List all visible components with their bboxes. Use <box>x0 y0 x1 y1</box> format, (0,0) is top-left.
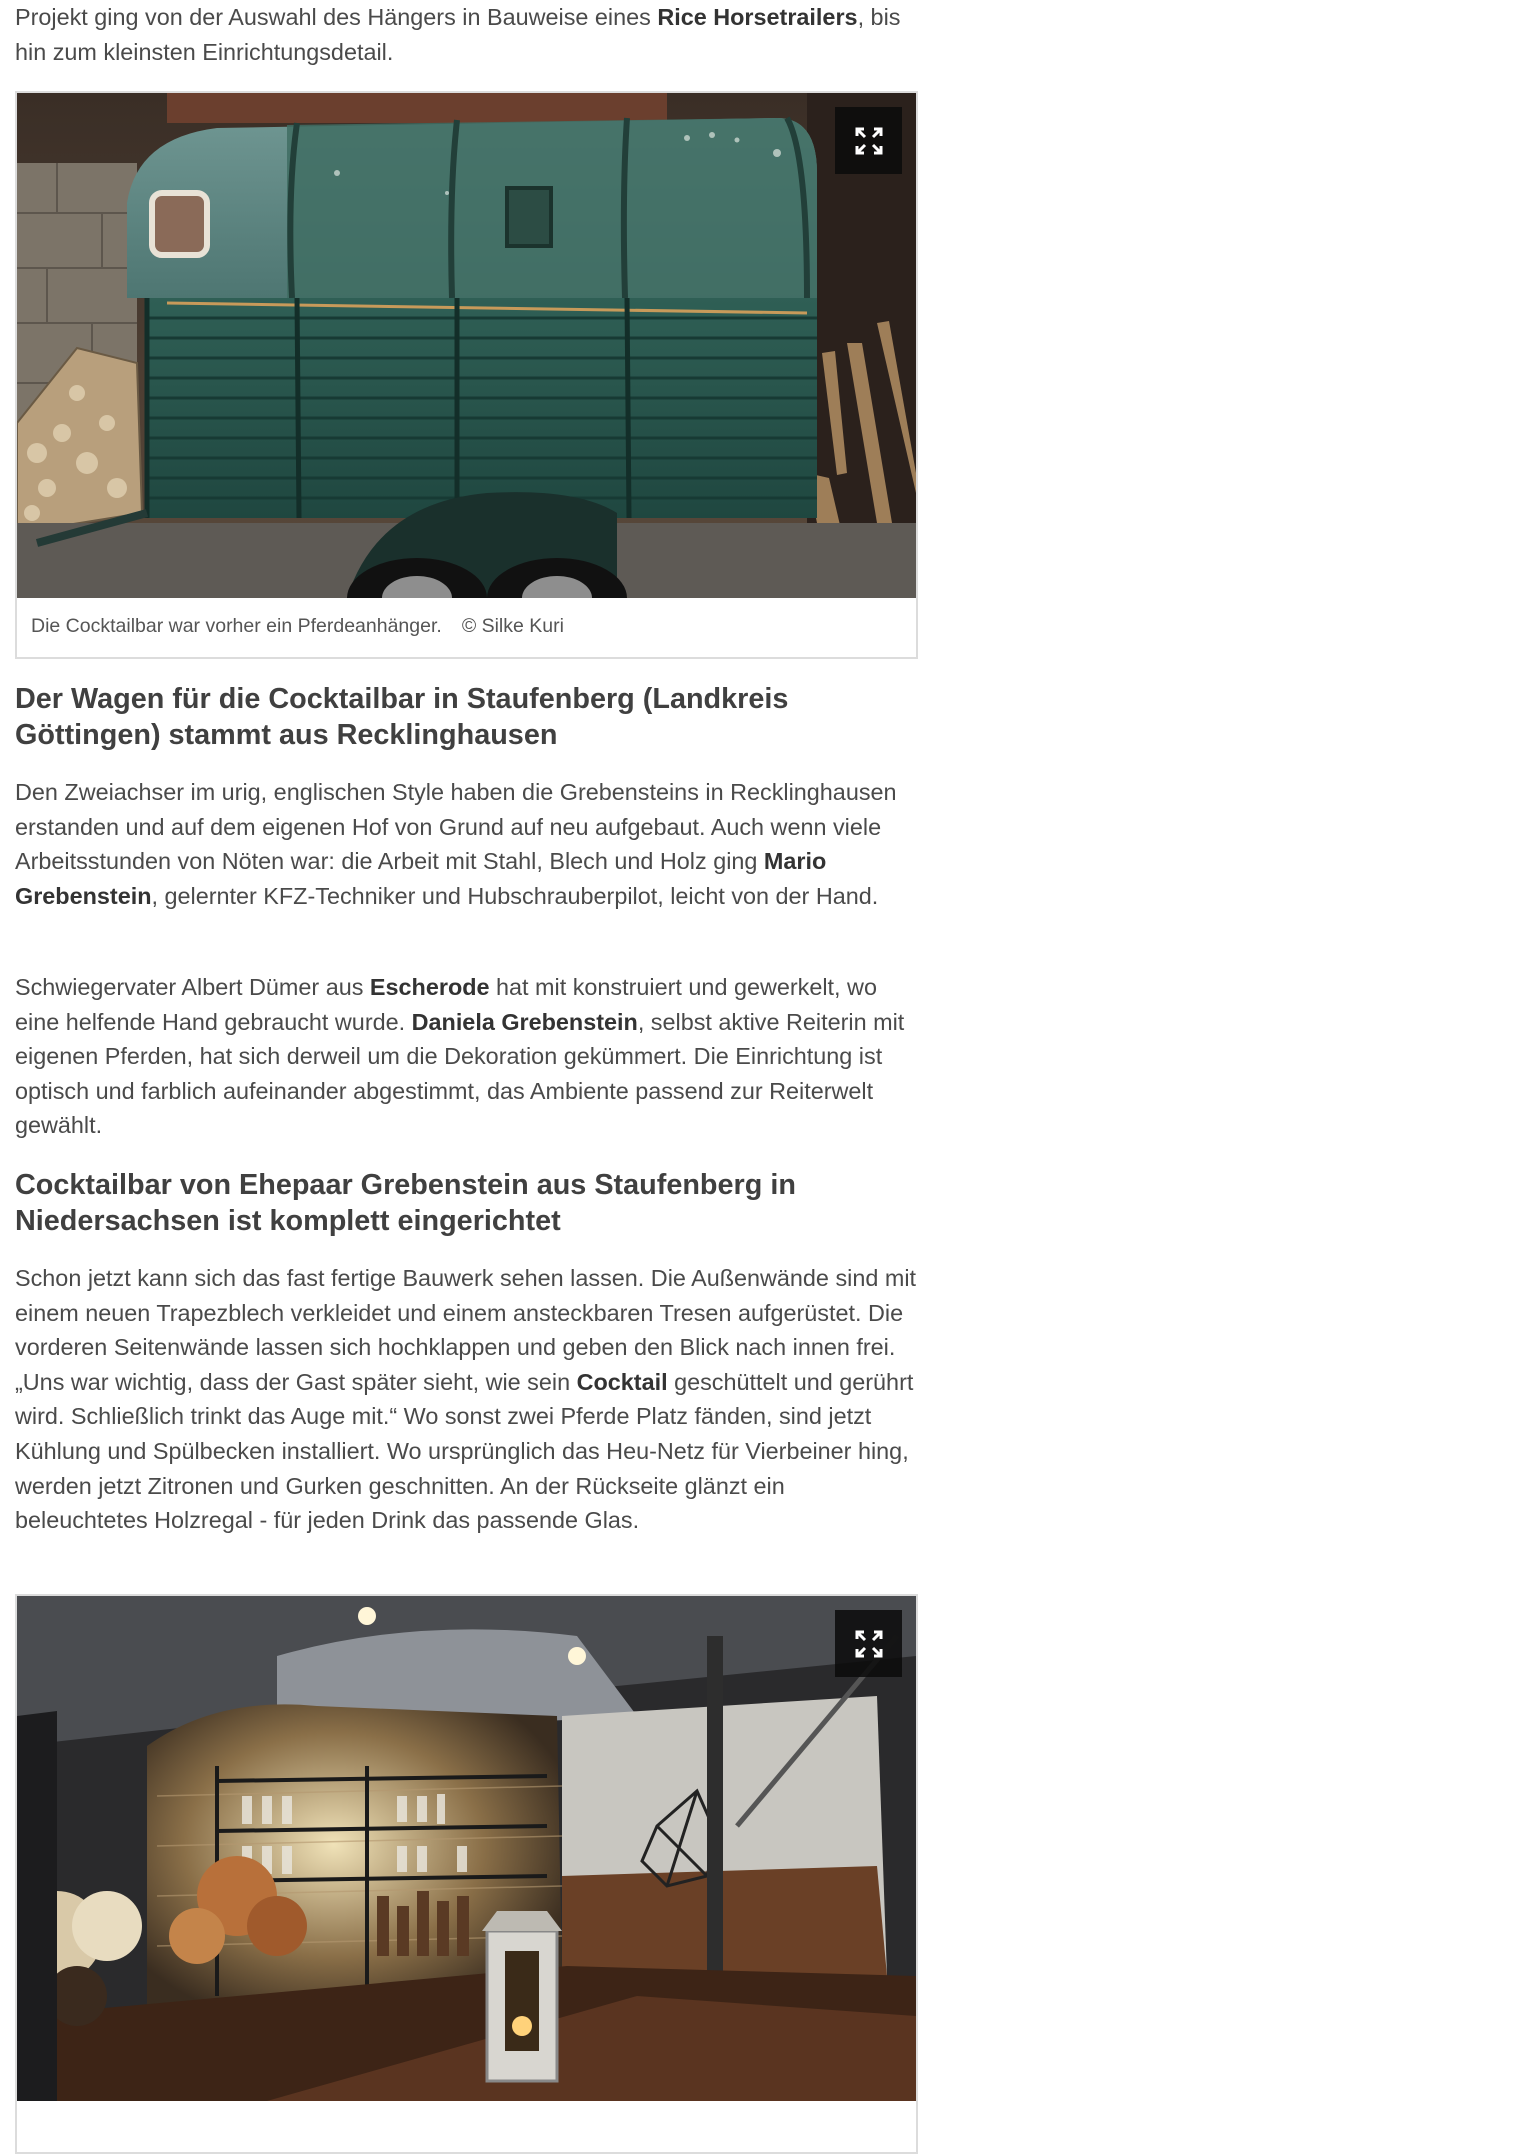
figure-caption <box>17 598 916 653</box>
photo-horse-trailer[interactable] <box>17 93 916 598</box>
bold-mario: Mario Grebenstein <box>15 848 827 909</box>
figure-bar-interior <box>15 1594 918 2154</box>
expand-image-button[interactable] <box>835 1610 902 1677</box>
expand-image-button[interactable] <box>835 107 902 174</box>
caption-text: Die Cocktailbar war vorher ein Pferdeanhänger. <box>31 615 442 637</box>
horse-trailer-image <box>17 93 916 598</box>
expand-icon <box>855 1630 883 1658</box>
caption-credit: © Silke Kuri <box>461 615 564 637</box>
expand-icon <box>855 127 883 155</box>
paragraph-schwiegervater <box>15 970 920 1143</box>
bar-interior-image <box>17 1596 916 2101</box>
intro-text: Projekt ging von der Auswahl des Hängers in Bauweise eines <box>15 4 658 30</box>
photo-bar-interior[interactable] <box>17 1596 916 2101</box>
intro-bold-rice: Rice Horsetrailers <box>657 4 858 30</box>
paragraph-bauwerk <box>15 1261 920 1538</box>
bold-cocktail: Cocktail <box>576 1368 668 1395</box>
paragraph-text: Den Zweiachser im urig, englischen Style haben die Grebensteins in Recklinghausen erstanden und auf dem eigenen Hof von Grund auf neu aufgebaut. Auch wenn viele Arbeitsstunden von Nöten war: die Arbeit mit Stahl, Blech und Holz ging <box>15 779 897 875</box>
paragraph-text: geschüttelt und gerührt wird. Schließlich trinkt das Auge mit.“ Wo sonst zwei Pferde Platz fänden, sind jetzt Kühlung und Spülbecken installiert. Wo ursprünglich das Heu-Netz für Vierbeiner hing, werden jetzt Zitronen und Gurken geschnitten. An der Rückseite glänzt ein beleuchtetes Holzregal - für jeden Drink das passende Glas. <box>15 1368 914 1534</box>
paragraph-text: , selbst aktive Reiterin mit eigenen Pferden, hat sich derweil um die Dekoration gekümmert. Die Einrichtung ist optisch und farblich aufeinander abgestimmt, das Ambiente passend zur Reiterwelt gewählt. <box>15 1008 905 1139</box>
section-heading-cocktailbar: Cocktailbar von Ehepaar Grebenstein aus Staufenberg in Niedersachsen ist komplett eingerichtet <box>15 1169 796 1237</box>
intro-text-end: , bis hin zum kleinsten Einrichtungsdetail. <box>15 4 901 65</box>
intro-paragraph <box>15 0 920 69</box>
bold-escherode: Escherode <box>369 974 490 1000</box>
paragraph-zweiachser <box>15 775 920 913</box>
paragraph-text: hat mit konstruiert und gewerkelt, wo eine helfende Hand gebraucht wurde. <box>15 974 877 1035</box>
paragraph-text: Schwiegervater Albert Dümer aus <box>15 974 370 1000</box>
paragraph-text: , gelernter KFZ-Techniker und Hubschrauberpilot, leicht von der Hand. <box>151 882 879 909</box>
section-heading-wagen: Der Wagen für die Cocktailbar in Staufenberg (Landkreis Göttingen) stammt aus Recklinghausen <box>15 683 789 751</box>
bold-daniela: Daniela Grebenstein <box>411 1008 638 1035</box>
figure-horse-trailer <box>15 91 918 659</box>
paragraph-text: Schon jetzt kann sich das fast fertige Bauwerk sehen lassen. Die Außenwände sind mit einem neuen Trapezblech verkleidet und einem ansteckbaren Tresen aufgerüstet. Die vorderen Seitenwände lassen sich hochklappen und geben den Blick nach innen frei. „Uns war wichtig, dass der Gast später sieht, wie sein <box>15 1265 917 1395</box>
